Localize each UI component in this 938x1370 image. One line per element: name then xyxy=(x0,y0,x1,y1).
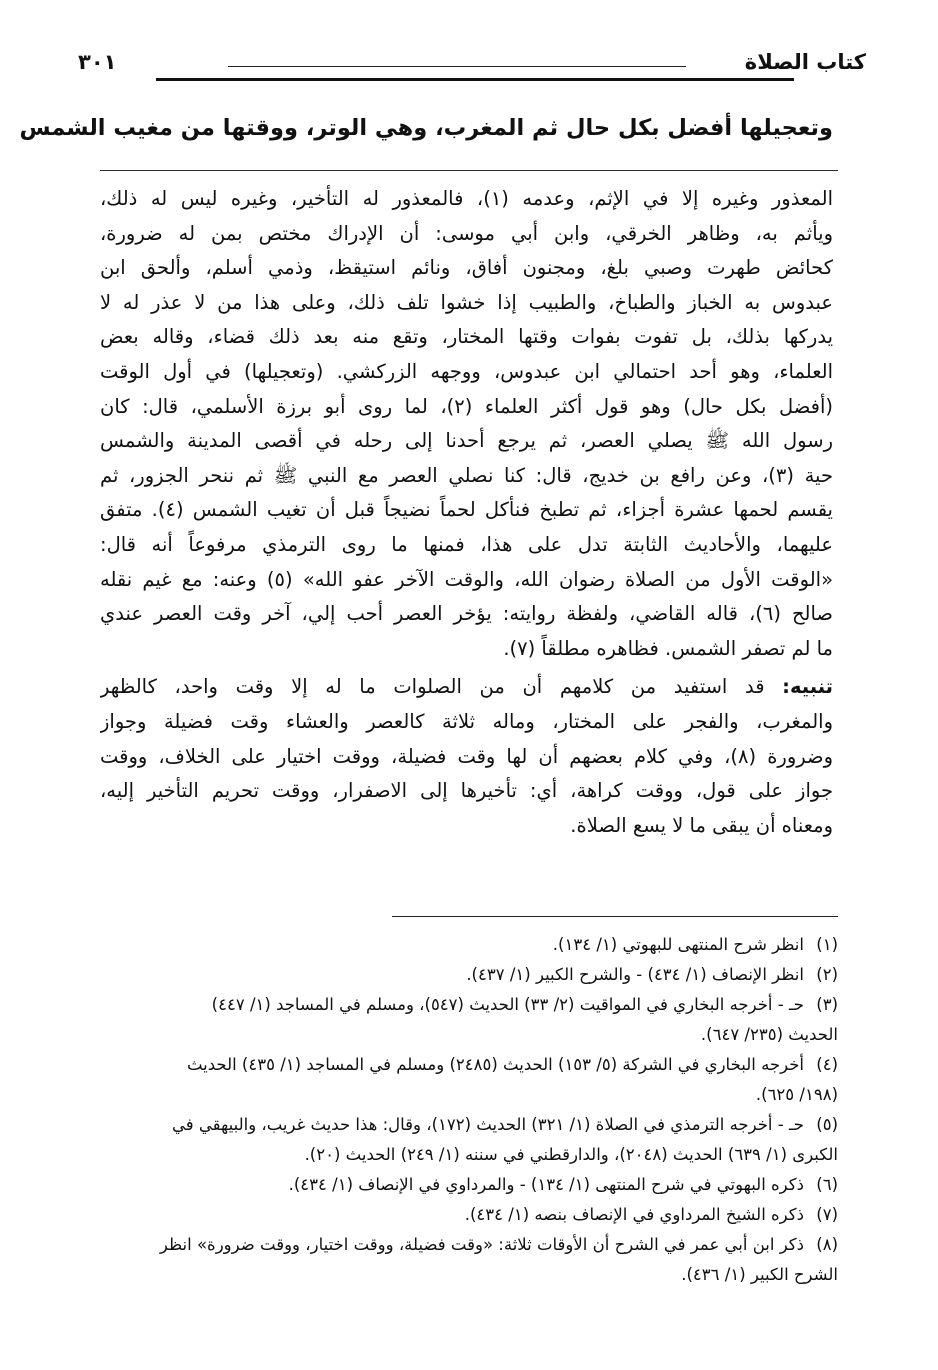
footnote-number: (٧) xyxy=(816,1205,838,1224)
footnote-text-cont: الشرح الكبير (١/ ٤٣٦). xyxy=(681,1265,838,1284)
commentary-line: المعذور وغيره إلا في الإثم، وعدمه (١)، فالمعذور له التأخير، وغيره ليس له ذلك، xyxy=(100,187,833,210)
footnote-6 xyxy=(100,1170,838,1200)
footnote-number: (٤) xyxy=(816,1055,838,1074)
footnote-number: (٢) xyxy=(816,965,838,984)
footnote-text: انظر الإنصاف (١/ ٤٣٤) - والشرح الكبير (١/ ٤٣٧). xyxy=(466,965,804,984)
commentary-line: «الوقت الأول من الصلاة رضوان الله، والوقت الآخر عفو الله» (٥) وعنه: مع غيم نقله xyxy=(100,567,833,591)
commentary-line: كحائض طهرت وصبي بلغ، ومجنون أفاق، ونائم استيقظ، وذمي أسلم، وألحق ابن xyxy=(100,256,833,280)
footnote-8 xyxy=(100,1230,838,1290)
footnote-text: حـ - أخرجه الترمذي في الصلاة (١/ ٣٢١) الحديث (١٧٢)، وقال: هذا حديث غريب، والبيهقي في xyxy=(172,1115,804,1134)
tanbih-line: جواز على قول، ووقت كراهة، أي: تأخيرها إلى الاصفرار، ووقت تحريم التأخير إليه، xyxy=(100,779,833,803)
commentary-line: يقسم لحمها عشرة أجزاء، ثم تطبخ فنأكل لحماً نضيجاً قبل أن تغيب الشمس (٤). متفق xyxy=(100,498,833,522)
commentary-line: ويأثم به، وظاهر الخرقي، وابن أبي موسى: أن الإدراك مختص بمن له ضرورة، xyxy=(100,221,833,245)
commentary-line: صالح (٦)، قاله القاضي، ولفظة روايته: يؤخر العصر أحب إلي، آخر وقت العصر عندي xyxy=(100,602,833,626)
running-head xyxy=(78,48,866,88)
footnote-number: (٣) xyxy=(816,995,838,1014)
footnote-text-cont: الحديث (٢٣٥/ ٦٤٧). xyxy=(700,1025,838,1044)
head-rule-thin xyxy=(228,66,686,67)
footnotes xyxy=(100,930,838,1290)
footnote-5 xyxy=(100,1110,838,1170)
tanbih-text: قد استفيد من كلامهم أن من الصلوات ما له إلا وقت واحد، كالظهر xyxy=(100,675,765,699)
footnote-text-cont: (١٩٨/ ٦٢٥). xyxy=(755,1085,838,1104)
footnote-text: أخرجه البخاري في الشركة (٥/ ١٥٣) الحديث (٢٤٨٥) ومسلم في المساجد (١/ ٤٣٥) الحديث xyxy=(186,1055,804,1074)
footnote-7 xyxy=(100,1200,838,1230)
footnote-text-cont: الكبرى (١/ ٦٣٩) الحديث (٢٠٤٨)، والدارقطني في سننه (١/ ٢٤٩) الحديث (٢٠). xyxy=(304,1145,838,1164)
footnote-separator xyxy=(392,916,838,917)
running-head-title: كتاب الصلاة xyxy=(744,50,866,74)
tanbih-line: والمغرب، والفجر على المختار، وماله ثلاثة كالعصر والعشاء وقت فضيلة وجواز xyxy=(100,709,833,733)
footnote-number: (٨) xyxy=(816,1235,838,1254)
commentary-line: ما لم تصفر الشمس. فظاهره مطلقاً (٧). xyxy=(503,636,833,660)
footnote-text: انظر شرح المنتهى للبهوتي (١/ ١٣٤). xyxy=(552,935,804,954)
footnote-number: (٦) xyxy=(816,1175,838,1194)
footnote-text: ذكره الشيخ المرداوي في الإنصاف بنصه (١/ ٤٣٤). xyxy=(464,1205,804,1224)
footnote-4 xyxy=(100,1050,838,1110)
commentary-line: رسول الله ﷺ يصلي العصر، ثم يرجع أحدنا إلى رحله في أقصى المدينة والشمس xyxy=(100,429,833,453)
footnote-1 xyxy=(100,930,838,960)
footnote-text: ذكر ابن أبي عمر في الشرح أن الأوقات ثلاثة: «وقت فضيلة، ووقت اختيار، ووقت ضرورة» انظر xyxy=(159,1235,804,1254)
commentary-line: العلماء، وهو أحد احتمالي ابن عبدوس، ووجهه الزركشي. (وتعجيلها) في أول الوقت xyxy=(100,359,833,383)
commentary xyxy=(100,182,833,843)
commentary-line: عبدوس به الخباز والطباخ، والطبيب إذا خشوا تلف ذلك، وعلى هذا من لا عذر له لا xyxy=(100,290,833,314)
commentary-line: عليهما، والأحاديث الثابتة تدل على هذا، فمنها ما روى الترمذي مرفوعاً أنه قال: xyxy=(100,532,833,556)
page-number: ٣٠١ xyxy=(78,50,117,74)
head-rule-thick xyxy=(156,78,794,81)
tanbih-line xyxy=(100,670,833,705)
tanbih-label: تنبيه: xyxy=(782,675,833,699)
footnote-text: ذكره البهوتي في شرح المنتهى (١/ ١٣٤) - والمرداوي في الإنصاف (١/ ٤٣٤). xyxy=(288,1175,804,1194)
footnote-3 xyxy=(100,990,838,1050)
matn-text: وتعجيلها أفضل بكل حال ثم المغرب، وهي الوتر، ووقتها من مغيب الشمس xyxy=(19,115,833,141)
tanbih-line: ومعناه أن يبقى ما لا يسع الصلاة. xyxy=(570,813,833,837)
commentary-line: (أفضل بكل حال) وهو قول أكثر العلماء (٢)، لما روى أبو برزة الأسلمي، قال: كان xyxy=(100,394,833,418)
footnote-number: (٥) xyxy=(816,1115,838,1134)
footnote-text: حـ - أخرجه البخاري في المواقيت (٢/ ٣٣) الحديث (٥٤٧)، ومسلم في المساجد (١/ ٤٤٧) xyxy=(211,995,804,1014)
commentary-line: حية (٣)، وعن رافع بن خديج، قال: كنا نصلي العصر مع النبي ﷺ ثم ننحر الجزور، ثم xyxy=(100,463,833,487)
footnote-2 xyxy=(100,960,838,990)
matn-rule xyxy=(100,170,838,171)
tanbih-line: وضرورة (٨)، وفي كلام بعضهم أن لها وقت فضيلة، ووقت اختيار على الخلاف، ووقت xyxy=(100,744,833,768)
footnote-number: (١) xyxy=(816,935,838,954)
commentary-line: يدركها بذلك، بل تفوت بفوات وقتها المختار، وتقع منه بعد ذلك قضاء، وقاله بعض xyxy=(100,325,833,349)
